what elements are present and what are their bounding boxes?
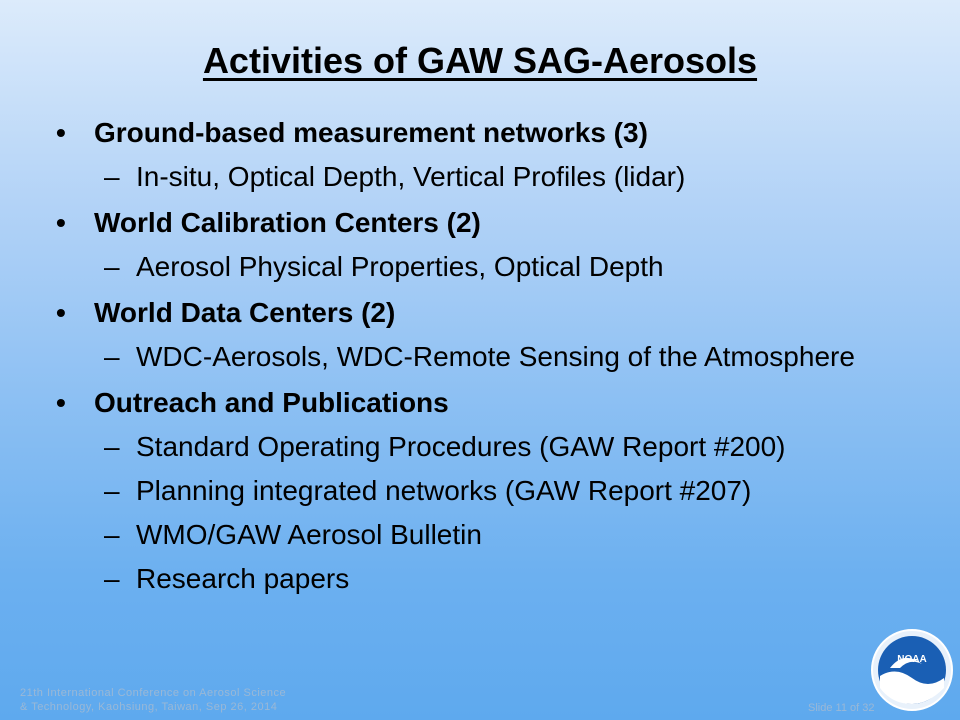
dash-icon: –: [104, 563, 120, 594]
footer-line-1: 21th International Conference on Aerosol Science: [20, 687, 287, 699]
bullet-heading-text: World Calibration Centers (2): [94, 207, 481, 238]
bullet-heading: [56, 386, 936, 420]
sub-bullet-text: Research papers: [136, 563, 350, 594]
conference-footer: [20, 686, 286, 714]
bullet-icon: •: [56, 387, 66, 418]
dash-icon: –: [104, 475, 120, 506]
sub-bullet-text: WMO/GAW Aerosol Bulletin: [136, 519, 482, 550]
bullet-heading-text: Ground-based measurement networks (3): [94, 117, 648, 148]
footer-line-2: & Technology, Kaohsiung, Taiwan, Sep 26, 2014: [20, 701, 278, 713]
bullet-heading: [56, 296, 936, 330]
slide-title: Activities of GAW SAG-Aerosols: [202, 40, 758, 81]
sub-bullet-text: Standard Operating Procedures (GAW Report #200): [136, 431, 786, 462]
dash-icon: –: [104, 161, 120, 192]
sub-bullet-text: WDC-Aerosols, WDC-Remote Sensing of the Atmosphere: [136, 341, 855, 372]
bullet-icon: •: [56, 207, 66, 238]
bullet-heading: [56, 116, 936, 150]
dash-icon: –: [104, 519, 120, 550]
sub-bullet: [56, 562, 906, 596]
dash-icon: –: [104, 251, 120, 282]
sub-bullet: [56, 160, 906, 194]
dash-icon: –: [104, 431, 120, 462]
bullet-icon: •: [56, 297, 66, 328]
bullet-list: [56, 116, 936, 596]
bullet-heading-text: World Data Centers (2): [94, 297, 396, 328]
sub-bullet: [56, 474, 906, 508]
dash-icon: –: [104, 341, 120, 372]
sub-bullet: [56, 518, 906, 552]
logo-text: NOAA: [897, 654, 927, 665]
noaa-logo-icon: [870, 628, 954, 712]
sub-bullet-text: Aerosol Physical Properties, Optical Depth: [136, 251, 664, 282]
sub-bullet-text: Planning integrated networks (GAW Report #207): [136, 475, 752, 506]
bullet-icon: •: [56, 117, 66, 148]
slide-number: Slide 11 of 32: [808, 702, 875, 714]
sub-bullet-text: In-situ, Optical Depth, Vertical Profiles (lidar): [136, 161, 686, 192]
bullet-heading: [56, 206, 936, 240]
sub-bullet: [56, 430, 906, 464]
bullet-heading-text: Outreach and Publications: [94, 387, 449, 418]
sub-bullet: [56, 340, 906, 374]
sub-bullet: [56, 250, 906, 284]
